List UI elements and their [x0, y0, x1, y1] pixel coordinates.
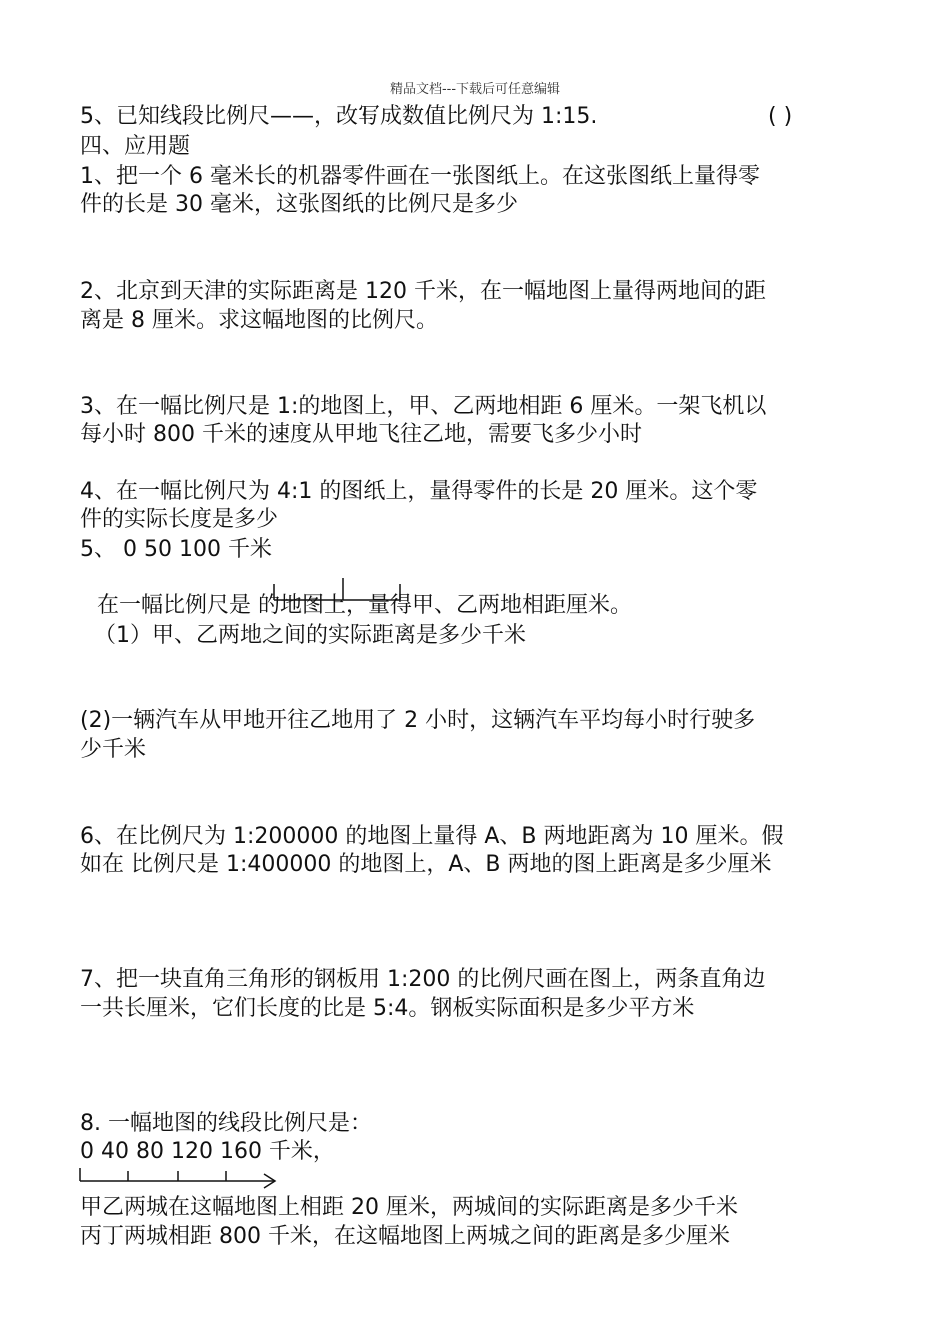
q1-line1: 1、把一个 6 毫米长的机器零件画在一张图纸上。在这张图纸上量得零	[80, 164, 760, 189]
q5-line1: 在一幅比例尺是 的地图上，量得甲、乙两地相距厘米。	[97, 593, 632, 618]
section-title: 四、应用题	[80, 134, 191, 159]
q3-line2: 每小时 800 千米的速度从甲地飞往乙地，需要飞多少小时	[80, 422, 642, 447]
q1-line2: 件的长是 30 毫米，这张图纸的比例尺是多少	[80, 192, 518, 217]
q8-line3: 丙丁两城相距 800 千米，在这幅地图上两城之间的距离是多少厘米	[80, 1224, 730, 1249]
question-5-judgement: 5、已知线段比例尺——，改写成数值比例尺为 1:15.	[80, 104, 598, 129]
q5-sub2-line2: 少千米	[80, 737, 147, 762]
q6-line2: 如在 比例尺是 1:400000 的地图上，A、B 两地的图上距离是多少厘米	[80, 852, 772, 877]
q5-sub1: （1）甲、乙两地之间的实际距离是多少千米	[94, 623, 526, 648]
q6-line1: 6、在比例尺为 1:200000 的地图上量得 A、B 两地距离为 10 厘米。假	[80, 824, 784, 849]
scale-bar-icon	[300, 104, 380, 126]
q4-line1: 4、在一幅比例尺为 4:1 的图纸上，量得零件的长是 20 厘米。这个零	[80, 479, 758, 504]
q5-scale-labels: 5、 0 50 100 千米	[80, 537, 272, 562]
page-header: 精品文档---下载后可任意编辑	[389, 82, 561, 97]
q4-line2: 件的实际长度是多少	[80, 507, 279, 532]
scale-arrow-icon	[78, 1163, 288, 1189]
q8-scale-labels: 0 40 80 120 160 千米，	[80, 1139, 335, 1164]
q3-line1: 3、在一幅比例尺是 1:的地图上，甲、乙两地相距 6 厘米。一架飞机以	[80, 394, 767, 419]
q2-line1: 2、北京到天津的实际距离是 120 千米，在一幅地图上量得两地间的距	[80, 279, 766, 304]
q7-line1: 7、把一块直角三角形的钢板用 1:200 的比例尺画在图上，两条直角边	[80, 967, 766, 992]
q2-line2: 离是 8 厘米。求这幅地图的比例尺。	[80, 308, 438, 333]
answer-parentheses: ( )	[768, 104, 793, 129]
q8-line2: 甲乙两城在这幅地图上相距 20 厘米，两城间的实际距离是多少千米	[80, 1195, 738, 1220]
q5-sub2-line1: (2)一辆汽车从甲地开往乙地用了 2 小时，这辆汽车平均每小时行驶多	[80, 708, 756, 733]
q7-line2: 一共长厘米，它们长度的比是 5:4。钢板实际面积是多少平方米	[80, 996, 695, 1021]
q8-line1: 8. 一幅地图的线段比例尺是：	[80, 1111, 372, 1136]
